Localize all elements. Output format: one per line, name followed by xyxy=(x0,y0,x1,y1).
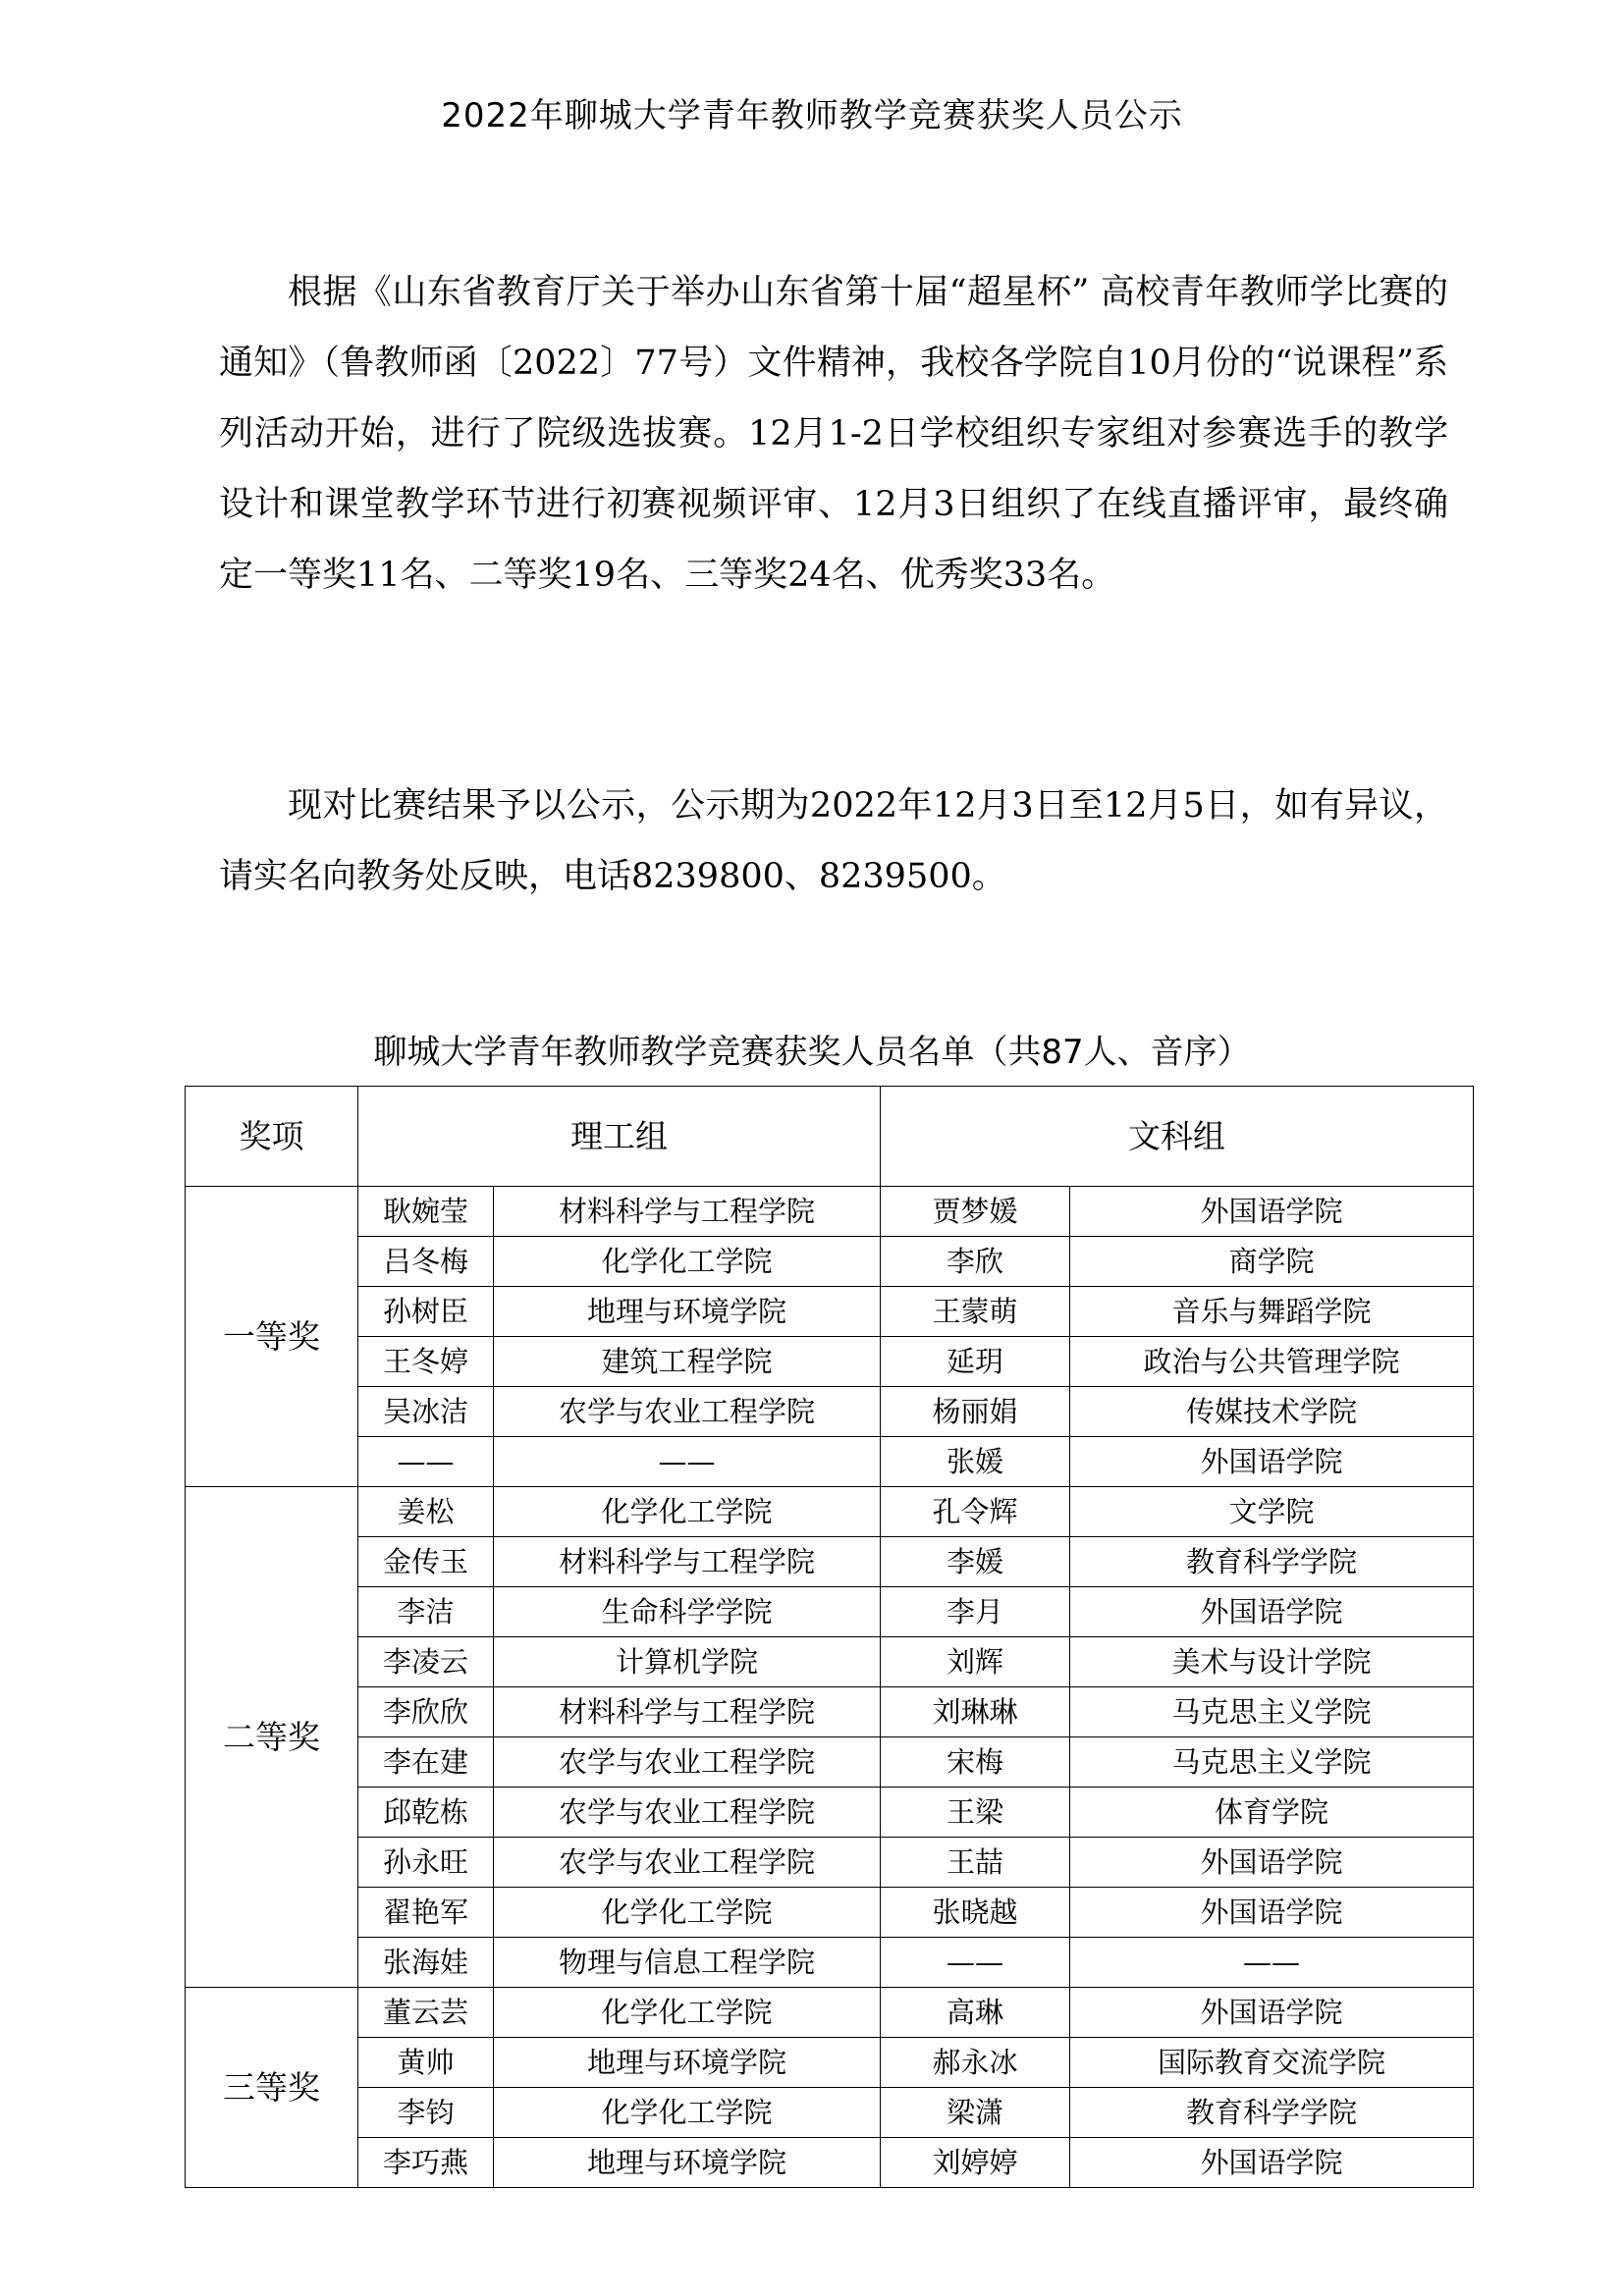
header-award: 奖项 xyxy=(186,1087,358,1187)
science-winner-name: 吴冰洁 xyxy=(358,1387,494,1437)
arts-winner-name: 李媛 xyxy=(881,1537,1070,1587)
table-row xyxy=(186,2088,1474,2138)
table-row xyxy=(186,1387,1474,1437)
list-title: 聊城大学青年教师教学竞赛获奖人员名单（共87人、音序） xyxy=(373,1033,1251,1072)
arts-winner-name: 刘婷婷 xyxy=(881,2138,1070,2188)
science-college: 农学与农业工程学院 xyxy=(494,1387,881,1437)
science-winner-name: 李凌云 xyxy=(358,1637,494,1687)
arts-winner-name: 梁潇 xyxy=(881,2088,1070,2138)
science-college: 计算机学院 xyxy=(494,1637,881,1687)
science-winner-name: 李钧 xyxy=(358,2088,494,2138)
arts-winner-name: 延玥 xyxy=(881,1337,1070,1387)
arts-college: 文学院 xyxy=(1070,1487,1474,1537)
science-college: —— xyxy=(494,1437,881,1487)
science-college: 材料科学与工程学院 xyxy=(494,1187,881,1237)
table-row xyxy=(186,1888,1474,1938)
science-college: 材料科学与工程学院 xyxy=(494,1537,881,1587)
science-college: 地理与环境学院 xyxy=(494,1287,881,1337)
arts-winner-name: 张晓越 xyxy=(881,1888,1070,1938)
science-winner-name: 吕冬梅 xyxy=(358,1237,494,1287)
header-arts-group: 文科组 xyxy=(881,1087,1474,1187)
arts-college: 国际教育交流学院 xyxy=(1070,2038,1474,2088)
arts-college: 外国语学院 xyxy=(1070,1587,1474,1637)
announcement-paragraph-2 xyxy=(219,771,1448,912)
arts-winner-name: 刘琳琳 xyxy=(881,1687,1070,1737)
science-college: 化学化工学院 xyxy=(494,1888,881,1938)
arts-college: 美术与设计学院 xyxy=(1070,1637,1474,1687)
award-level: 二等奖 xyxy=(186,1487,358,1988)
science-winner-name: 董云芸 xyxy=(358,1988,494,2038)
science-winner-name: 孙永旺 xyxy=(358,1838,494,1888)
science-winner-name: 孙树臣 xyxy=(358,1287,494,1337)
table-row xyxy=(186,1437,1474,1487)
award-winners-table xyxy=(185,1086,1474,2188)
award-level: 一等奖 xyxy=(186,1187,358,1487)
arts-winner-name: 王喆 xyxy=(881,1838,1070,1888)
table-row xyxy=(186,1637,1474,1687)
arts-college: 外国语学院 xyxy=(1070,1888,1474,1938)
arts-college: 教育科学学院 xyxy=(1070,1537,1474,1587)
science-winner-name: —— xyxy=(358,1437,494,1487)
science-college: 化学化工学院 xyxy=(494,2088,881,2138)
science-college: 化学化工学院 xyxy=(494,1487,881,1537)
science-college: 地理与环境学院 xyxy=(494,2138,881,2188)
arts-college: 教育科学学院 xyxy=(1070,2088,1474,2138)
table-row xyxy=(186,1687,1474,1737)
table-row xyxy=(186,1237,1474,1287)
arts-college: 马克思主义学院 xyxy=(1070,1737,1474,1788)
table-row xyxy=(186,2138,1474,2188)
arts-college: 外国语学院 xyxy=(1070,2138,1474,2188)
announcement-paragraph-1 xyxy=(219,257,1448,611)
arts-winner-name: 王蒙萌 xyxy=(881,1287,1070,1337)
arts-winner-name: 刘辉 xyxy=(881,1637,1070,1687)
science-winner-name: 李在建 xyxy=(358,1737,494,1788)
table-row xyxy=(186,1988,1474,2038)
science-college: 化学化工学院 xyxy=(494,1988,881,2038)
arts-winner-name: 王梁 xyxy=(881,1788,1070,1838)
science-winner-name: 耿婉莹 xyxy=(358,1187,494,1237)
table-row xyxy=(186,1187,1474,1237)
science-college: 地理与环境学院 xyxy=(494,2038,881,2088)
science-college: 材料科学与工程学院 xyxy=(494,1687,881,1737)
arts-college: 传媒技术学院 xyxy=(1070,1387,1474,1437)
arts-winner-name: —— xyxy=(881,1938,1070,1988)
science-winner-name: 姜松 xyxy=(358,1487,494,1537)
table-header-row xyxy=(186,1087,1474,1187)
science-winner-name: 李洁 xyxy=(358,1587,494,1637)
science-college: 物理与信息工程学院 xyxy=(494,1938,881,1988)
arts-college: 外国语学院 xyxy=(1070,1437,1474,1487)
table-row xyxy=(186,1537,1474,1587)
table-row xyxy=(186,1487,1474,1537)
arts-college: 商学院 xyxy=(1070,1237,1474,1287)
arts-college: 政治与公共管理学院 xyxy=(1070,1337,1474,1387)
arts-college: 体育学院 xyxy=(1070,1788,1474,1838)
science-winner-name: 张海娃 xyxy=(358,1938,494,1988)
arts-winner-name: 高琳 xyxy=(881,1988,1070,2038)
page-title: 2022年聊城大学青年教师教学竞赛获奖人员公示 xyxy=(441,96,1183,135)
table-row xyxy=(186,2038,1474,2088)
arts-winner-name: 张媛 xyxy=(881,1437,1070,1487)
science-college: 建筑工程学院 xyxy=(494,1337,881,1387)
arts-winner-name: 孔令辉 xyxy=(881,1487,1070,1537)
table-row xyxy=(186,1337,1474,1387)
table-row xyxy=(186,1838,1474,1888)
arts-college: 外国语学院 xyxy=(1070,1187,1474,1237)
science-winner-name: 李欣欣 xyxy=(358,1687,494,1737)
arts-college: 音乐与舞蹈学院 xyxy=(1070,1287,1474,1337)
paragraph-text: 根据《山东省教育厅关于举办山东省第十届“超星杯” 高校青年教师学比赛的通知》（鲁教师函〔2022〕77号）文件精神，我校各学院自10月份的“说课程”系列活动开始，进行了院级选拔赛。12月1-2日学校组织专家组对参赛选手的教学设计和课堂教学环节进行初赛视频评审、12月3日组织了在线直播评审，最终确定一等奖11名、二等奖19名、三等奖24名、优秀奖33名。 xyxy=(219,273,1448,595)
arts-college: 外国语学院 xyxy=(1070,1988,1474,2038)
arts-winner-name: 贾梦媛 xyxy=(881,1187,1070,1237)
award-level: 三等奖 xyxy=(186,1988,358,2188)
arts-winner-name: 杨丽娟 xyxy=(881,1387,1070,1437)
second-prize-section xyxy=(186,1487,1474,1988)
science-winner-name: 翟艳军 xyxy=(358,1888,494,1938)
science-college: 农学与农业工程学院 xyxy=(494,1838,881,1888)
third-prize-section xyxy=(186,1988,1474,2188)
arts-winner-name: 李月 xyxy=(881,1587,1070,1637)
first-prize-section xyxy=(186,1187,1474,1487)
arts-college: 外国语学院 xyxy=(1070,1838,1474,1888)
paragraph-text: 现对比赛结果予以公示，公示期为2022年12月3日至12月5日，如有异议，请实名向教务处反映，电话8239800、8239500。 xyxy=(219,786,1448,896)
arts-winner-name: 郝永冰 xyxy=(881,2038,1070,2088)
arts-winner-name: 宋梅 xyxy=(881,1737,1070,1788)
table-row xyxy=(186,1587,1474,1637)
arts-college: —— xyxy=(1070,1938,1474,1988)
table-row xyxy=(186,1788,1474,1838)
science-college: 生命科学学院 xyxy=(494,1587,881,1637)
arts-winner-name: 李欣 xyxy=(881,1237,1070,1287)
header-science-group: 理工组 xyxy=(358,1087,881,1187)
science-college: 农学与农业工程学院 xyxy=(494,1788,881,1838)
arts-college: 马克思主义学院 xyxy=(1070,1687,1474,1737)
science-winner-name: 邱乾栋 xyxy=(358,1788,494,1838)
science-winner-name: 金传玉 xyxy=(358,1537,494,1587)
science-college: 化学化工学院 xyxy=(494,1237,881,1287)
science-winner-name: 王冬婷 xyxy=(358,1337,494,1387)
science-college: 农学与农业工程学院 xyxy=(494,1737,881,1788)
table-row xyxy=(186,1737,1474,1788)
table-row xyxy=(186,1938,1474,1988)
science-winner-name: 李巧燕 xyxy=(358,2138,494,2188)
science-winner-name: 黄帅 xyxy=(358,2038,494,2088)
table-row xyxy=(186,1287,1474,1337)
